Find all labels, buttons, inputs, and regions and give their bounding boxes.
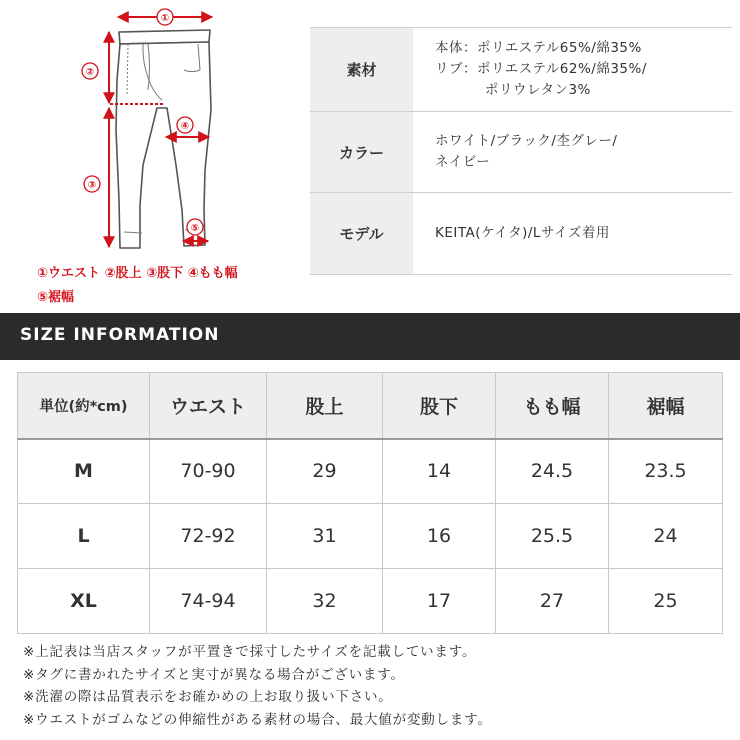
- note-line: ※洗濯の際は品質表示をお確かめの上お取り扱い下さい。: [23, 689, 393, 705]
- material-line: 本体：ポリエステル65%/綿35%: [435, 40, 642, 56]
- size-label: M: [18, 439, 150, 504]
- cell-rise: 32: [267, 569, 383, 634]
- marker-inseam: ③: [87, 180, 97, 191]
- spec-value-color: [413, 112, 732, 193]
- note-line: ※ウエストがゴムなどの伸縮性がある素材の場合、最大値が変動します。: [23, 711, 492, 728]
- note-line: ※上記表は当店スタッフが平置きで採寸したサイズを記載しています。: [23, 644, 477, 660]
- cell-waist: 70-90: [150, 439, 267, 504]
- cell-waist: 74-94: [150, 569, 267, 634]
- cell-thigh: 24.5: [496, 439, 609, 504]
- pants-measurement-diagram: [0, 0, 300, 312]
- spec-key-model: モデル: [310, 193, 413, 275]
- cell-rise: 29: [267, 439, 383, 504]
- model-line: KEITA(ケイタ)/Lサイズ着用: [435, 225, 610, 241]
- material-line: ポリウレタン3%: [485, 82, 591, 98]
- note-line: ※タグに書かれたサイズと実寸が異なる場合がございます。: [23, 666, 405, 683]
- spec-row-color: [310, 112, 732, 193]
- header-rise: 股上: [267, 373, 383, 439]
- spec-value-model: [413, 193, 732, 275]
- size-row-l: [18, 504, 723, 569]
- pants-outline: [116, 30, 211, 248]
- cell-inseam: 17: [383, 569, 496, 634]
- cell-inseam: 14: [383, 439, 496, 504]
- spec-row-model: [310, 193, 732, 275]
- header-unit: 単位(約*cm): [18, 373, 150, 439]
- size-label: L: [18, 504, 150, 569]
- cell-hem: 24: [609, 504, 723, 569]
- spec-value-material: [413, 28, 732, 112]
- size-label: XL: [18, 569, 150, 634]
- spec-key-material: 素材: [310, 28, 413, 112]
- marker-rise: ②: [85, 67, 95, 78]
- size-notes: [23, 641, 723, 731]
- cell-waist: 72-92: [150, 504, 267, 569]
- marker-thigh: ④: [180, 121, 190, 132]
- size-information-header: [0, 313, 740, 360]
- diagram-legend-line1: ①ウエスト ②股上 ③股下 ④もも幅: [37, 266, 238, 281]
- spec-row-material: [310, 28, 732, 112]
- diagram-legend-line2: ⑤裾幅: [37, 290, 75, 305]
- marker-waist: ①: [160, 13, 170, 24]
- product-spec-table: [310, 27, 732, 275]
- cell-thigh: 25.5: [496, 504, 609, 569]
- spec-key-color: カラー: [310, 112, 413, 193]
- cell-hem: 23.5: [609, 439, 723, 504]
- marker-hem: ⑤: [190, 223, 200, 234]
- color-line: ホワイト/ブラック/杢グレー/: [435, 133, 618, 149]
- cell-rise: 31: [267, 504, 383, 569]
- cell-inseam: 16: [383, 504, 496, 569]
- cell-hem: 25: [609, 569, 723, 634]
- color-line: ネイビー: [435, 154, 491, 170]
- size-row-m: [18, 439, 723, 504]
- size-row-xl: [18, 569, 723, 634]
- header-thigh: もも幅: [496, 373, 609, 439]
- cell-thigh: 27: [496, 569, 609, 634]
- size-table: [17, 372, 723, 634]
- header-inseam: 股下: [383, 373, 496, 439]
- material-line: リブ：ポリエステル62%/綿35%/: [435, 61, 647, 77]
- size-information-title: SIZE INFORMATION: [20, 325, 220, 345]
- header-waist: ウエスト: [150, 373, 267, 439]
- size-table-header-row: [18, 373, 723, 439]
- header-hem: 裾幅: [609, 373, 723, 439]
